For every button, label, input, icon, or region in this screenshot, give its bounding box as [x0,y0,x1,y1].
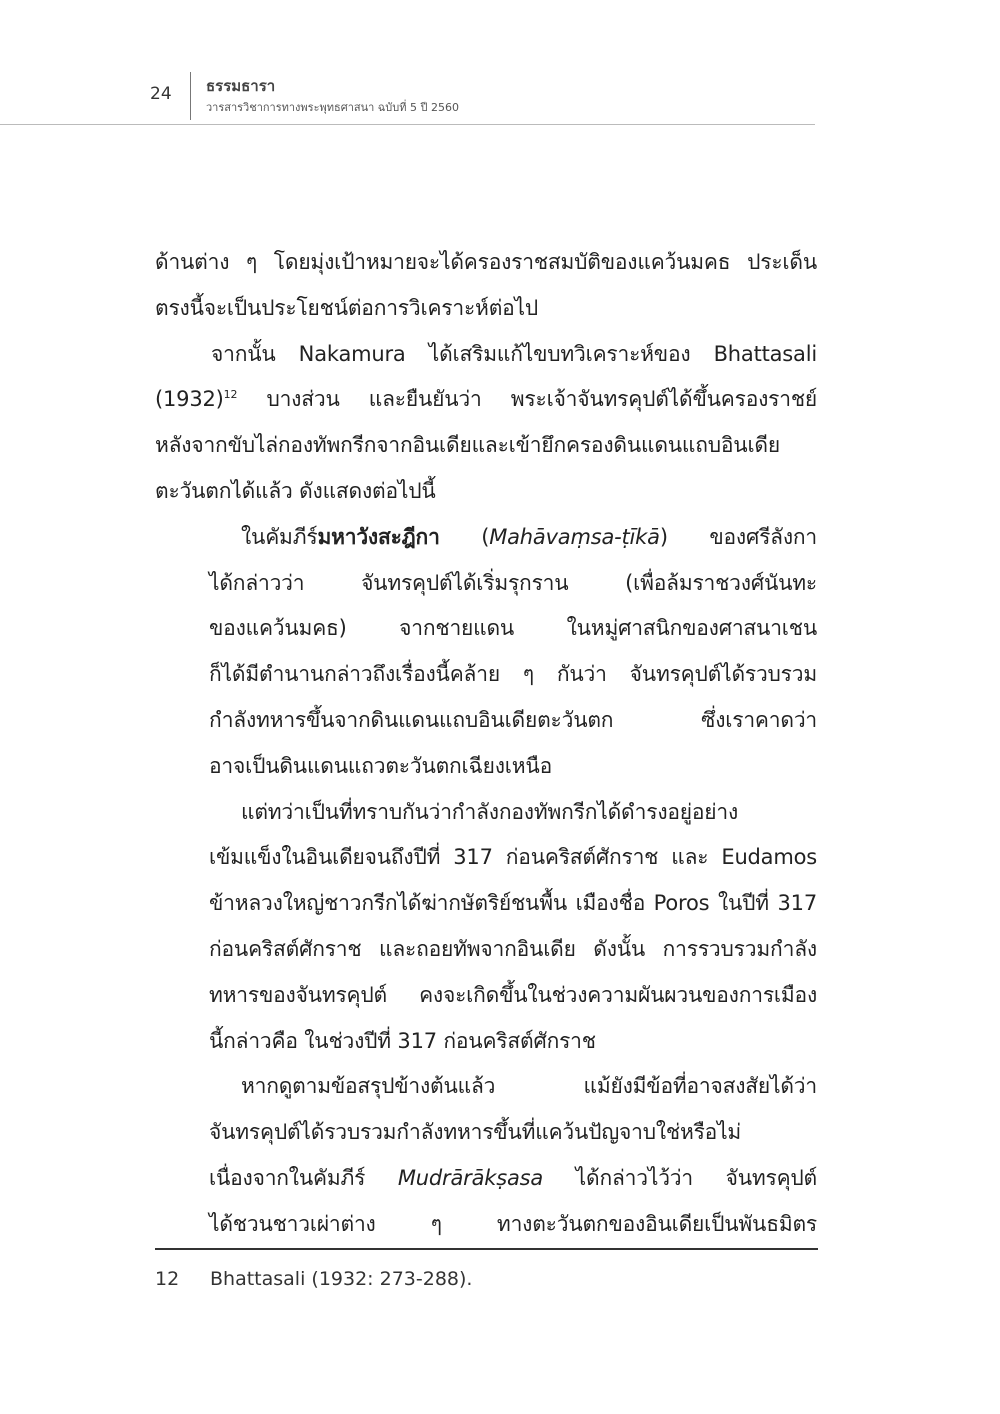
journal-title: ธรรมธารา [206,77,276,95]
text-line [155,377,817,423]
footnote-rule [155,1248,818,1250]
quote-line: ได้ชวนชาวเผ่าต่าง ๆ ทางตะวันตกของอินเดียเป็นพันธมิตร [209,1211,817,1236]
header-rule [0,124,815,125]
quote-line: ก็ได้มีตำนานกล่าวถึงเรื่องนี้คล้าย ๆ กันว่า จันทรคุปต์ได้รวบรวม [209,662,817,687]
quote-line [155,515,817,561]
italic-title: Mudrārākṣasa [397,1165,544,1190]
footnote-text: Bhattasali (1932: 273-288). [210,1268,473,1290]
text-line: ตะวันตกได้แล้ว ดังแสดงต่อไปนี้ [155,478,436,503]
quote-line: ได้กล่าวว่า จันทรคุปต์ได้เริ่มรุกราน (เพื่อล้มราชวงศ์นันทะ [209,570,817,595]
text-line: ตรงนี้จะเป็นประโยชน์ต่อการวิเคราะห์ต่อไป [155,295,539,320]
text-span: เนื่องจากในคัมภีร์ [209,1165,398,1190]
text-line: ด้านต่าง ๆ โดยมุ่งเป้าหมายจะได้ครองราชสมบัติของแคว้นมคธ ประเด็น [155,250,817,274]
quote-line: เข้มแข็งในอินเดียจนถึงปีที่ 317 ก่อนคริสต์ศักราช และ Eudamos [209,845,817,870]
text-span: ( [439,524,490,549]
quote-line: ก่อนคริสต์ศักราช และถอยทัพจากอินเดีย ดังนั้น การรวบรวมกำลัง [209,936,817,961]
quote-line: ของแคว้นมคธ) จากชายแดน ในหมู่ศาสนิกของศาสนาเชน [209,616,817,641]
quote-line: ทหารของจันทรคุปต์ คงจะเกิดขึ้นในช่วงความผันผวนของการเมือง [209,982,817,1007]
citation-year: (1932) [155,387,224,412]
header-divider [190,72,191,120]
italic-title: Mahāvaṃsa-ṭīkā [489,524,660,549]
text-line: หลังจากขับไล่กองทัพกรีกจากอินเดียและเข้ายึกครองดินแดนแถบอินเดีย [155,433,780,458]
journal-subtitle: วารสารวิชาการทางพระพุทธศาสนา ฉบับที่ 5 ปี 2560 [206,101,459,114]
text-span: บางส่วน และยืนยันว่า พระเจ้าจันทรคุปต์ได้ขึ้นครองราชย์ [237,387,817,412]
quote-line: หากดูตามข้อสรุปข้างต้นแล้ว แม้ยังมีข้อที่อาจสงสัยได้ว่า [241,1074,817,1099]
text-span: ในคัมภีร์ [241,524,318,549]
text-span: ได้กล่าวไว้ว่า จันทรคุปต์ [543,1165,817,1190]
quote-line [155,1156,817,1202]
quote-line: อาจเป็นดินแดนแถวตะวันตกเฉียงเหนือ [209,753,552,778]
page-number: 24 [150,84,172,104]
body-text [155,240,817,1248]
text-span: ) ของศรีลังกา [659,524,817,549]
running-header [0,0,1000,130]
text-line: จากนั้น Nakamura ได้เสริมแก้ไขบทวิเคราะห์ของ Bhattasali [211,341,817,366]
quote-line: จันทรคุปต์ได้รวบรวมกำลังทหารขึ้นที่แคว้นปัญจาบใช่หรือไม่ [209,1120,742,1145]
footnote-ref: 12 [223,388,238,402]
quote-line: ข้าหลวงใหญ่ชาวกรีกได้ฆ่ากษัตริย์ชนพื้น เมืองชื่อ Poros ในปีที่ 317 [209,891,817,916]
footnote-number: 12 [155,1268,180,1290]
footnote [155,1268,472,1290]
bold-title: มหาวังสะฎีกา [317,524,440,549]
quote-line: นี้กล่าวคือ ในช่วงปีที่ 317 ก่อนคริสต์ศักราช [209,1028,596,1053]
quote-line: กำลังทหารขึ้นจากดินแดนแถบอินเดียตะวันตก ซึ่งเราคาดว่า [209,707,817,732]
quote-line: แต่ทว่าเป็นที่ทราบกันว่ากำลังกองทัพกรีกได้ดำรงอยู่อย่าง [241,799,739,824]
